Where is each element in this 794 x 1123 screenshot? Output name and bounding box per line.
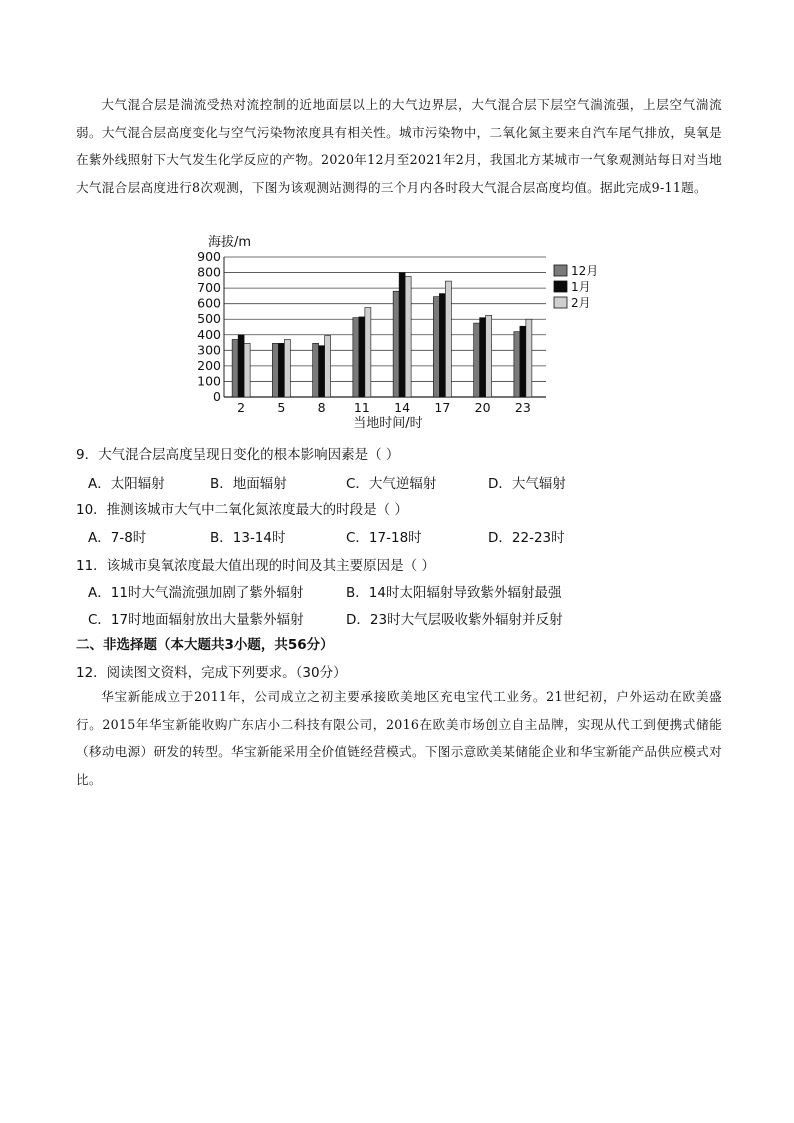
bar xyxy=(284,339,290,397)
q10-option-d[interactable]: D．22-23时 xyxy=(488,530,565,546)
q9-option-d[interactable]: D．大气辐射 xyxy=(488,476,566,492)
bar xyxy=(520,326,526,397)
y-axis-label: 海拔/m xyxy=(208,235,252,250)
q11-option-b[interactable]: B．14时太阳辐射导致紫外辐射最强 xyxy=(346,585,562,601)
q11-option-d[interactable]: D．23时大气层吸收紫外辐射并反射 xyxy=(346,612,563,628)
bar xyxy=(278,343,284,397)
y-tick-label: 0 xyxy=(213,389,221,404)
x-tick-labels xyxy=(237,400,531,415)
legend-swatch xyxy=(554,281,567,292)
legend-label: 12月 xyxy=(571,264,599,278)
bar xyxy=(365,308,371,397)
bar xyxy=(399,273,405,397)
legend-swatch xyxy=(554,265,567,276)
q9-option-b[interactable]: B．地面辐射 xyxy=(210,476,287,492)
bar xyxy=(486,315,492,397)
x-tick-label: 17 xyxy=(434,400,451,415)
bar xyxy=(526,319,532,397)
bar xyxy=(325,336,331,397)
x-tick-label: 20 xyxy=(474,400,491,415)
bar xyxy=(238,335,244,397)
legend-swatch xyxy=(554,297,567,308)
bar xyxy=(313,343,319,397)
legend-label: 2月 xyxy=(571,296,591,310)
q10-option-b[interactable]: B．13-14时 xyxy=(210,530,286,546)
y-tick-label: 100 xyxy=(197,373,221,389)
legend-label: 1月 xyxy=(571,280,591,294)
bar xyxy=(359,317,365,397)
y-tick-label: 300 xyxy=(197,342,221,358)
q10-option-a[interactable]: A．7-8时 xyxy=(88,530,147,546)
x-tick-label: 23 xyxy=(514,400,531,415)
q11-stem: 11．该城市臭氧浓度最大值出现的时间及其主要原因是（ ） xyxy=(76,558,435,574)
bar xyxy=(514,332,520,397)
bar xyxy=(480,318,486,397)
bar xyxy=(474,323,480,397)
q12-stem: 12．阅读图文资料，完成下列要求。（30分） xyxy=(76,665,347,681)
bar xyxy=(244,343,250,397)
x-tick-label: 2 xyxy=(237,400,246,415)
y-tick-labels xyxy=(197,249,221,404)
q9-option-a[interactable]: A．太阳辐射 xyxy=(88,476,165,492)
y-tick-label: 200 xyxy=(197,357,221,373)
y-tick-label: 800 xyxy=(197,264,221,280)
x-tick-label: 14 xyxy=(394,400,411,415)
bar xyxy=(319,346,325,397)
bar xyxy=(405,276,411,397)
bar xyxy=(445,281,451,397)
chart-legend xyxy=(554,264,598,310)
bar xyxy=(232,339,238,397)
bar xyxy=(272,343,278,397)
x-tick-label: 8 xyxy=(317,400,326,415)
q10-stem: 10．推测该城市大气中二氧化氮浓度最大的时段是（ ） xyxy=(76,502,408,518)
bar xyxy=(353,318,359,397)
intro-paragraph: 大气混合层是湍流受热对流控制的近地面层以上的大气边界层，大气混合层下层空气湍流强，上层空气湍流弱。大气混合层高度变化与空气污染物浓度具有相关性。城市污染物中，二氧化氮主要来自汽车尾气排放，臭氧是在紫外线照射下大气发生化学反应的产物。2020年12月至2021年2月，我国北方某城市一气象观测站每日对当地大气混合层高度进行8次观测，下图为该观测站测得的三个月内各时段大气混合层高度均值。据此完成9-11题。 xyxy=(76,97,722,195)
bar xyxy=(439,294,445,397)
y-tick-label: 400 xyxy=(197,326,221,342)
x-tick-label: 11 xyxy=(353,400,370,415)
q11-option-c[interactable]: C．17时地面辐射放出大量紫外辐射 xyxy=(88,612,304,628)
section-heading: 二、非选择题（本大题共3小题，共56分） xyxy=(76,637,334,653)
q11-option-a[interactable]: A．11时大气湍流强加剧了紫外辐射 xyxy=(88,585,304,601)
q10-option-c[interactable]: C．17-18时 xyxy=(346,530,422,546)
y-tick-label: 700 xyxy=(197,280,221,296)
q9-stem: 9．大气混合层高度呈现日变化的根本影响因素是（ ） xyxy=(76,447,400,463)
mixing-layer-height-chart xyxy=(190,228,610,438)
y-tick-label: 500 xyxy=(197,311,221,327)
y-tick-label: 600 xyxy=(197,295,221,311)
bar xyxy=(433,297,439,397)
q9-option-c[interactable]: C．大气逆辐射 xyxy=(346,476,437,492)
x-axis-label: 当地时间/时 xyxy=(353,416,423,431)
bar xyxy=(393,291,399,397)
y-tick-label: 900 xyxy=(197,249,221,264)
x-tick-label: 5 xyxy=(277,400,286,415)
q12-paragraph: 华宝新能成立于2011年，公司成立之初主要承接欧美地区充电宝代工业务。21世纪初，户外运动在欧美盛行。2015年华宝新能收购广东店小二科技有限公司，2016在欧美市场创立自主品牌，实现从代工到便携式储能（移动电源）研发的转型。华宝新能采用全价值链经营模式。下图示意欧美某储能企业和华宝新能产品供应模式对比。 xyxy=(76,689,722,787)
